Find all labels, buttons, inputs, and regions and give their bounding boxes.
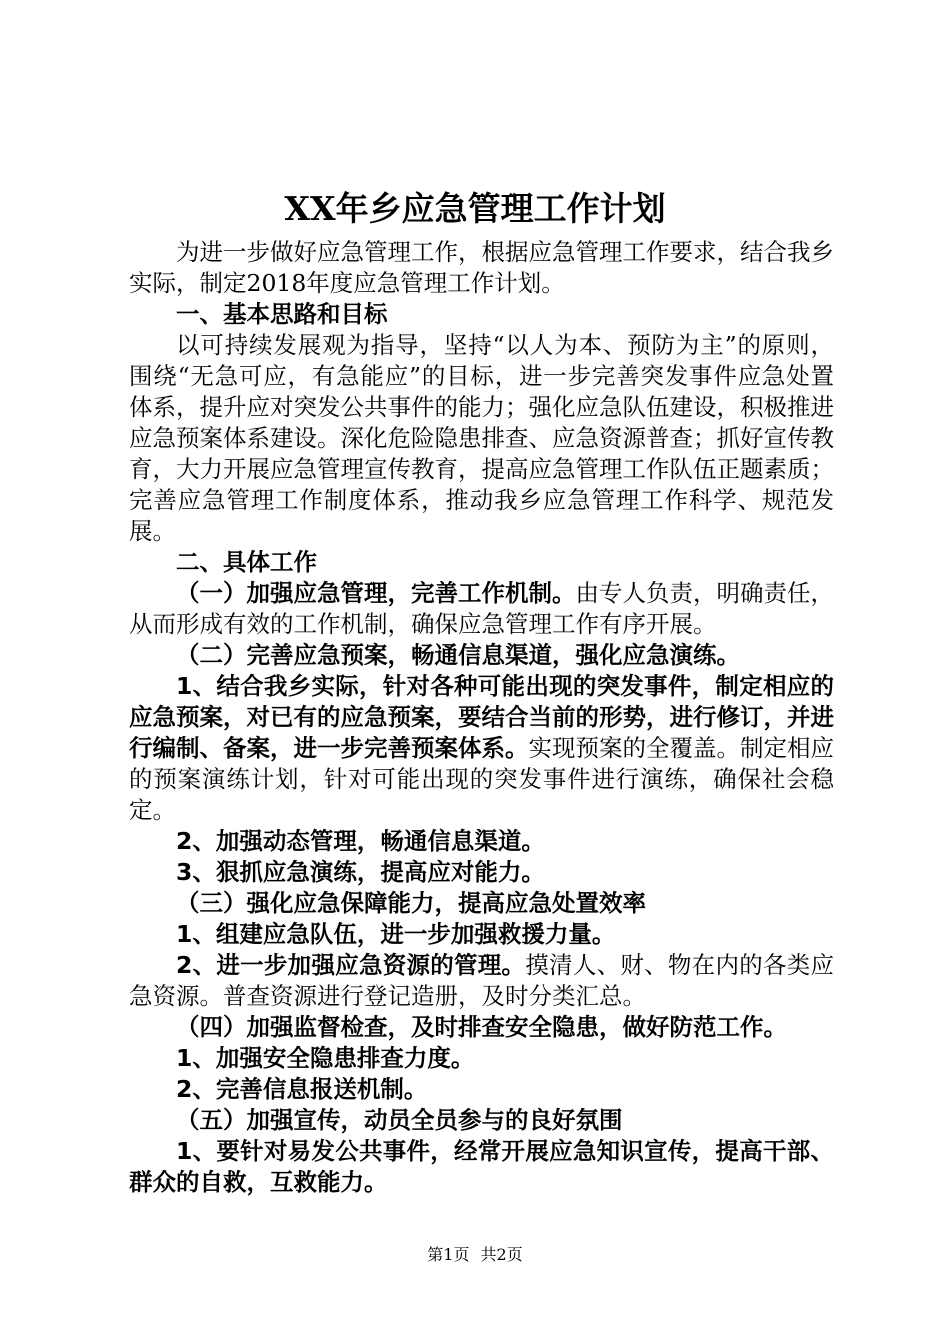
section1-paragraph: 以可持续发展观为指导，坚持“以人为本、预防为主”的原则，围绕“无急可应，有急能应”的目标，进一步完善突发事件应急处置体系，提升应对突发公共事件的能力；强化应急队伍建设，积极推进应急预案体系建设。深化危险隐患排查、应急资源普查；抓好宣传教育，大力开展应急管理宣传教育，提高应急管理工作队伍正题素质；完善应急管理工作制度体系，推动我乡应急管理工作科学、规范发展。 [129,331,834,545]
item1-heading: （一）加强应急管理，完善工作机制。 [176,579,576,607]
item5-paragraph-1: 1、要针对易发公共事件，经常开展应急知识宣传，提高干部、群众的自救，互救能力。 [129,1137,834,1196]
page-total: 共2页 [480,1245,523,1264]
item3-paragraph-1: 1、组建应急队伍，进一步加强救援力量。 [176,920,616,948]
item3-p2-bold: 2、进一步加强应急资源的管理。 [176,951,526,979]
item2-p1-bold: 1、结合我乡实际，针对各种可能出现的突发事件，制定相应的应急预案，对已有的应急预案，要结合当前的形势，进行修订，并进行编制、备案，进一步完善预案体系。 [129,672,834,762]
document-title: XX年乡应急管理工作计划 [284,189,666,228]
item5-heading: （五）加强宣传，动员全员参与的良好氛围 [176,1106,623,1134]
item4-paragraph-2: 2、完善信息报送机制。 [176,1075,428,1103]
item2-paragraph-3: 3、狠抓应急演练，提高应对能力。 [176,858,545,886]
item1-paragraph [129,578,834,640]
intro-paragraph: 为进一步做好应急管理工作，根据应急管理工作要求，结合我乡实际，制定2018年度应急管理工作计划。 [129,238,834,297]
item3-heading: （三）强化应急保障能力，提高应急处置效率 [176,889,646,917]
item4-paragraph-1: 1、加强安全隐患排查力度。 [176,1044,475,1072]
section1-heading: 一、基本思路和目标 [176,300,388,328]
item3-paragraph-2 [129,950,834,1012]
item2-paragraph-1 [129,671,834,826]
item1-text: 由专人负责，明确责任，从而形成有效的工作机制，确保应急管理工作有序开展。 [129,579,834,638]
item4-heading: （四）加强监督检查，及时排查安全隐患，做好防范工作。 [176,1013,787,1041]
item2-paragraph-2: 2、加强动态管理，畅通信息渠道。 [176,827,545,855]
item3-p2-text: 摸清人、财、物在内的各类应急资源。普查资源进行登记造册，及时分类汇总。 [129,951,835,1010]
document-body [129,237,834,1198]
section2-heading: 二、具体工作 [176,548,317,576]
item2-heading: （二）完善应急预案，畅通信息渠道，强化应急演练。 [176,641,740,669]
page-number: 第1页 [427,1245,470,1264]
item2-p1-text: 实现预案的全覆盖。制定相应的预案演练计划，针对可能出现的突发事件进行演练，确保社会稳定。 [129,734,834,824]
page-footer [0,1244,950,1266]
